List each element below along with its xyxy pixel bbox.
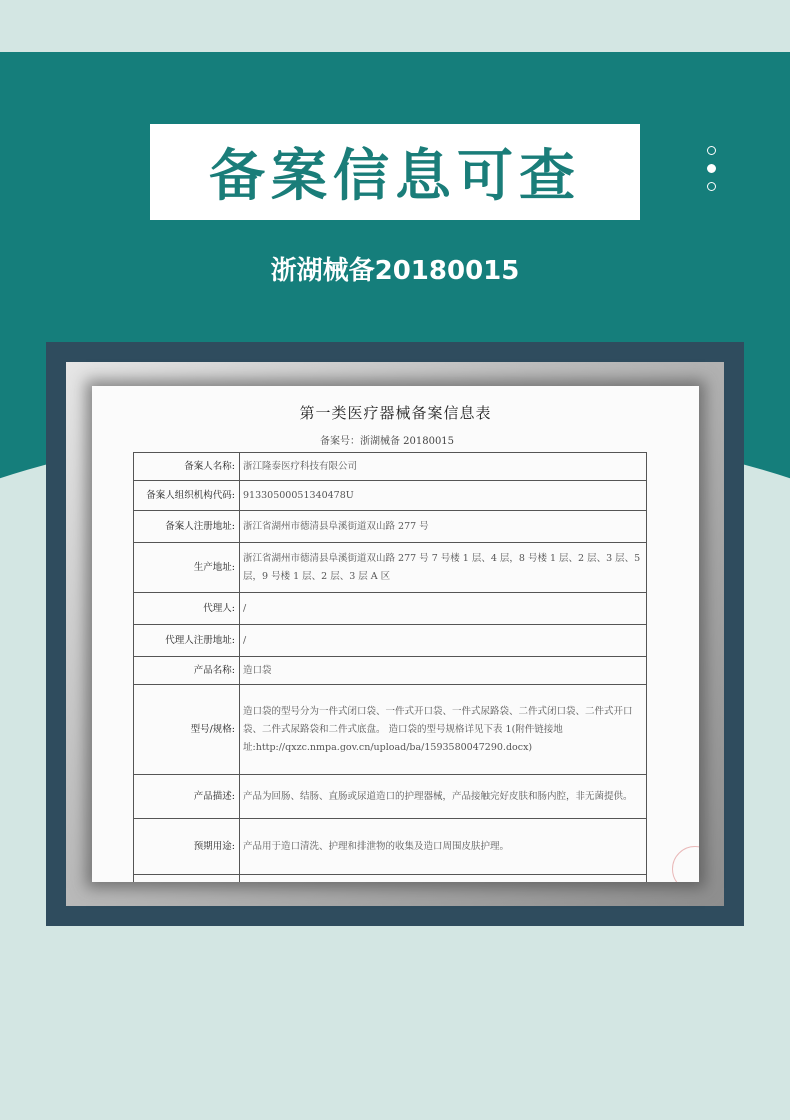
dot-active-icon[interactable] xyxy=(707,164,716,173)
table-row xyxy=(134,543,647,593)
row-label: 产品描述: xyxy=(134,775,240,819)
registration-subtitle: 浙湖械备20180015 xyxy=(270,256,520,286)
seal-stamp-icon xyxy=(672,846,699,882)
table-row xyxy=(134,875,647,883)
table-row xyxy=(134,481,647,511)
row-value: 浙江省湖州市德清县阜溪街道双山路 277 号 7 号楼 1 层、4 层，8 号楼 1 层、2 层、3 层、5 层，9 号楼 1 层、2 层、3 层 A 区 xyxy=(240,543,647,593)
row-label: 预期用途: xyxy=(134,819,240,875)
dot-icon[interactable] xyxy=(707,182,716,191)
row-value: 91330500051340478U xyxy=(240,481,647,511)
document-title: 第一类医疗器械备案信息表 xyxy=(299,404,492,422)
table-row xyxy=(134,453,647,481)
row-label: 备案人名称: xyxy=(134,453,240,481)
top-strip xyxy=(0,0,790,52)
row-value: 浙江省湖州市德清县阜溪街道双山路 277 号 xyxy=(240,511,647,543)
row-value xyxy=(240,875,647,883)
row-value: 浙江隆泰医疗科技有限公司 xyxy=(240,453,647,481)
row-value: 产品用于造口清洗、护理和排泄物的收集及造口周围皮肤护理。 xyxy=(240,819,647,875)
page-title: 备案信息可查 xyxy=(209,144,581,209)
table-row xyxy=(134,593,647,625)
info-table xyxy=(133,452,647,882)
row-value: 造口袋的型号分为一件式闭口袋、一件式开口袋、一件式尿路袋、二件式闭口袋、二件式开口袋、二件式尿路袋和二件式底盘。 造口袋的型号规格详见下表 1(附件链接地址:http://qxzc.nmpa.gov.cn/upload/ba/1593580047290.docx) xyxy=(240,685,647,775)
row-label: 生产地址: xyxy=(134,543,240,593)
row-value: / xyxy=(240,593,647,625)
table-row xyxy=(134,657,647,685)
table-row xyxy=(134,625,647,657)
title-box xyxy=(150,124,640,220)
table-row xyxy=(134,685,647,775)
document-paper xyxy=(92,386,699,882)
row-label: 备案人组织机构代码: xyxy=(134,481,240,511)
carousel-dots xyxy=(707,146,719,200)
row-label xyxy=(134,875,240,883)
row-label: 代理人: xyxy=(134,593,240,625)
row-label: 型号/规格: xyxy=(134,685,240,775)
table-row xyxy=(134,819,647,875)
document-reg-number: 备案号：浙湖械备 20180015 xyxy=(319,436,455,447)
row-label: 备案人注册地址: xyxy=(134,511,240,543)
row-value: / xyxy=(240,625,647,657)
row-value: 产品为回肠、结肠、直肠或尿道造口的护理器械，产品接触完好皮肤和肠内腔，非无菌提供。 xyxy=(240,775,647,819)
row-label: 产品名称: xyxy=(134,657,240,685)
table-row xyxy=(134,775,647,819)
row-value: 造口袋 xyxy=(240,657,647,685)
dot-icon[interactable] xyxy=(707,146,716,155)
table-row xyxy=(134,511,647,543)
row-label: 代理人注册地址: xyxy=(134,625,240,657)
